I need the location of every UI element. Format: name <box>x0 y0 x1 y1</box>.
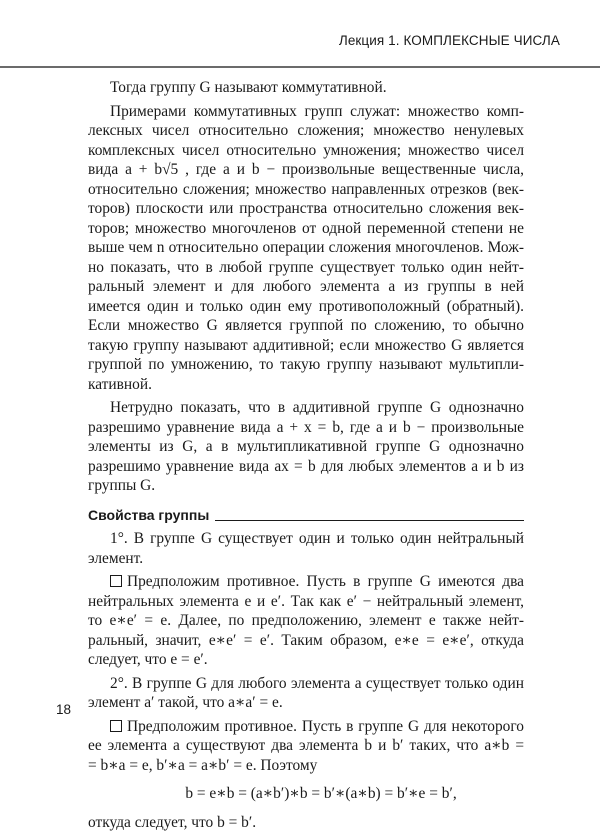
text-line: Нетрудно показать, что в аддитивной группе G однозначно <box>88 398 524 418</box>
text-line: ее элемента a существуют два элемента b и b′ таких, что a∗b = <box>88 736 524 756</box>
text-line: такую группу называют аддитивной; если множество G является <box>88 336 524 356</box>
text-line: элемент a′ такой, что a∗a′ = e. <box>88 693 524 713</box>
paragraph-commutative-definition <box>88 78 524 98</box>
section-heading-rule <box>215 520 524 521</box>
text-line: лексных чисел относительно сложения; множество ненулевых <box>88 121 524 141</box>
text-line: нейтральных элемента e и e′. Так как e′ − нейтральный элемент, <box>88 592 524 612</box>
proof-text: Предположим противное. Пусть в группе G для некоторого <box>127 718 524 735</box>
proof-box-icon <box>110 720 122 732</box>
text-line: 2°. В группе G для любого элемента a существует только один <box>88 674 524 694</box>
proof-2 <box>88 717 524 776</box>
text-line: торов) плоскости или пространства относительно сложения век- <box>88 199 524 219</box>
text-line: Если множество G является группой по сложению, то обычно <box>88 316 524 336</box>
text-line: 1°. В группе G существует один и только один нейтральный <box>88 529 524 549</box>
proof-box-icon <box>110 575 122 587</box>
text-line: Примерами коммутативных групп служат: множество комп- <box>88 102 524 122</box>
text-line <box>88 572 524 592</box>
text-line: кативной. <box>88 375 524 395</box>
property-1 <box>88 529 524 568</box>
text-line: но показать, что в любой группе существует только один нейт- <box>88 258 524 278</box>
text-line: выше чем n относительно операции сложения многочленов. Мож- <box>88 238 524 258</box>
property-2 <box>88 674 524 713</box>
paragraph-examples <box>88 102 524 395</box>
proof-1 <box>88 572 524 670</box>
text-line <box>88 717 524 737</box>
text-line: относительно сложения; множество направленных отрезков (век- <box>88 180 524 200</box>
text-line: вида a + b√5 , где a и b − произвольные вещественные числа, <box>88 160 524 180</box>
text-line: элементы из G, а в мультипликативной группе G однозначно <box>88 437 524 457</box>
text-line: разрешимо уравнение вида a + x = b, где a и b − произвольные <box>88 418 524 438</box>
running-header <box>0 0 600 68</box>
text-line: группы G. <box>88 476 524 496</box>
proof-text: Предположим противное. Пусть в группе G имеются два <box>127 573 524 590</box>
text-line: группой по умножению, то такую группу называют мультипли- <box>88 355 524 375</box>
page-content <box>88 78 524 832</box>
section-heading <box>88 506 524 526</box>
text-line: комплексных чисел относительно умножения; множество чисел <box>88 141 524 161</box>
section-heading-text: Свойства группы <box>88 506 209 526</box>
conclusion-line: откуда следует, что b = b′. <box>88 813 524 832</box>
page-number: 18 <box>56 702 71 717</box>
text-line: элемент. <box>88 549 524 569</box>
text-line: Тогда группу G называют коммутативной. <box>88 78 524 98</box>
paragraph-equation-solvability <box>88 398 524 496</box>
text-line: ральный, значит, e∗e′ = e′. Таким образом, e∗e = e∗e′, откуда <box>88 631 524 651</box>
text-line: ральный элемент и для любого элемента a из группы в ней <box>88 277 524 297</box>
text-line: торов; множество многочленов от одной переменной степени не <box>88 219 524 239</box>
display-formula: b = e∗b = (a∗b′)∗b = b′∗(a∗b) = b′∗e = b′, <box>88 784 524 804</box>
text-line: следует, что e = e′. <box>88 650 524 670</box>
text-line: имеется один и только один ему противоположный (обратный). <box>88 297 524 317</box>
text-line: разрешимо уравнение вида ax = b для любых элементов a и b из <box>88 457 524 477</box>
text-line: то e∗e′ = e. Далее, по предположению, элемент e также нейт- <box>88 611 524 631</box>
header-title: Лекция 1. КОМПЛЕКСНЫЕ ЧИСЛА <box>160 33 560 48</box>
text-line: = b∗a = e, b′∗a = a∗b′ = e. Поэтому <box>88 756 524 776</box>
